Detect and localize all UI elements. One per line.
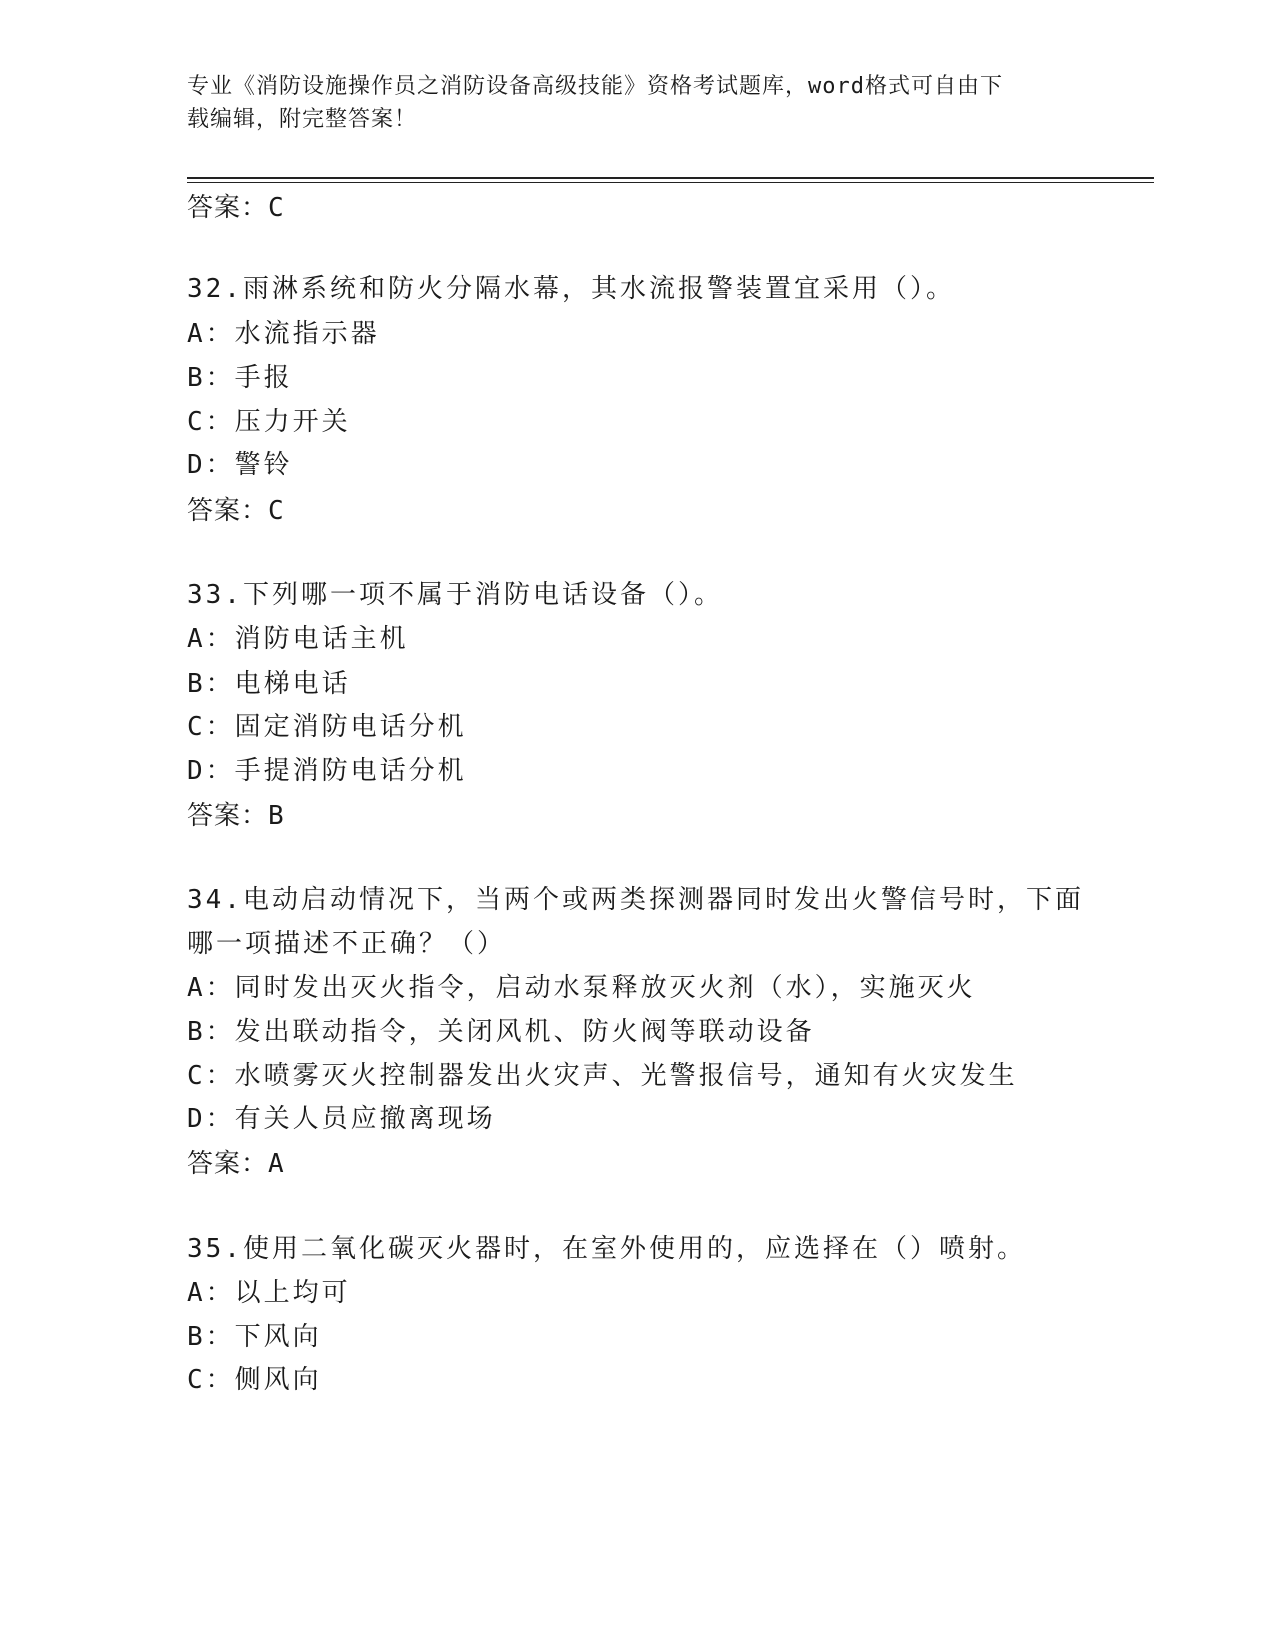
question-35-option-a: A：以上均可 [187,1278,351,1308]
question-33-option-c: C：固定消防电话分机 [187,712,467,742]
question-34-option-b: B：发出联动指令，关闭风机、防火阀等联动设备 [187,1017,815,1047]
question-33-option-d: D：手提消防电话分机 [187,756,467,786]
question-32-option-b: B：手报 [187,363,293,393]
question-34-option-c: C：水喷雾灭火控制器发出火灾声、光警报信号，通知有火灾发生 [187,1061,1018,1091]
question-35-option-c: C：侧风向 [187,1365,322,1395]
question-34-option-a: A：同时发出灭火指令，启动水泵释放灭火剂（水），实施灭火 [187,973,976,1003]
previous-answer: 答案：C [187,193,285,223]
question-32-option-d: D：警铃 [187,450,293,480]
question-35-stem: 35.使用二氧化碳灭火器时，在室外使用的，应选择在（）喷射。 [187,1234,1026,1264]
header-divider-thick [187,177,1154,179]
question-32-stem: 32.雨淋系统和防火分隔水幕，其水流报警装置宜采用（）。 [187,274,955,304]
header-line-2: 载编辑，附完整答案！ [187,107,418,132]
question-32-option-c: C：压力开关 [187,407,351,437]
header-line-1: 专业《消防设施操作员之消防设备高级技能》资格考试题库，word格式可自由下 [187,74,1003,99]
question-32-option-a: A：水流指示器 [187,319,380,349]
header-divider-thin [187,182,1154,183]
question-35-option-b: B：下风向 [187,1322,322,1352]
question-33-answer: 答案：B [187,801,285,831]
question-34-stem-line-2: 哪一项描述不正确？（） [187,929,507,959]
question-34-stem-line-1: 34.电动启动情况下，当两个或两类探测器同时发出火警信号时，下面 [187,885,1084,915]
question-34-answer: 答案：A [187,1149,285,1179]
question-34-option-d: D：有关人员应撤离现场 [187,1104,496,1134]
question-33-stem: 33.下列哪一项不属于消防电话设备（）。 [187,580,723,610]
question-32-answer: 答案：C [187,496,285,526]
document-header [187,70,1067,136]
question-33-option-a: A：消防电话主机 [187,624,409,654]
question-33-option-b: B：电梯电话 [187,669,351,699]
